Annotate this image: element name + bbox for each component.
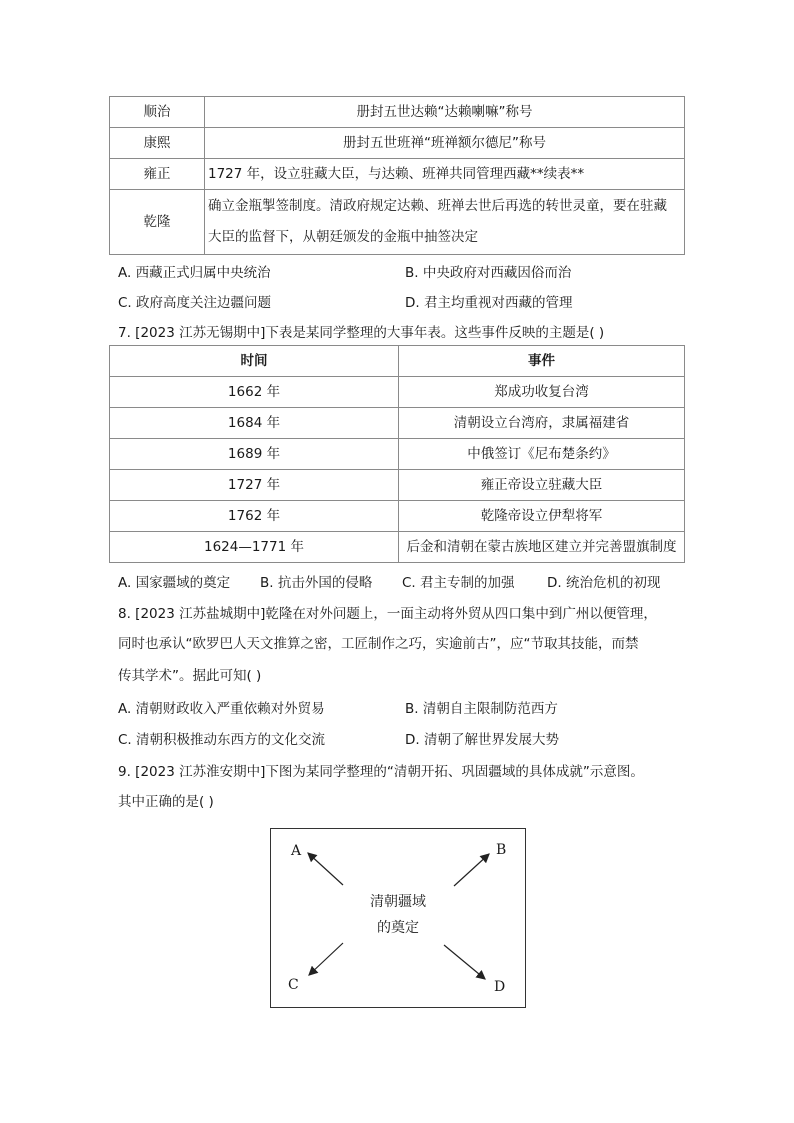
event-cell: 雍正帝设立驻藏大臣 (399, 470, 685, 501)
time-cell: 1684 年 (110, 408, 399, 439)
arrow-to-d (444, 945, 485, 979)
label-a: A (291, 843, 302, 859)
event-cell: 清朝设立台湾府，隶属福建省 (399, 408, 685, 439)
ruler-cell: 康熙 (110, 128, 205, 159)
event-cell: 1727 年，设立驻藏大臣，与达赖、班禅共同管理西藏**续表** (205, 159, 685, 190)
ruler-cell: 顺治 (110, 97, 205, 128)
table-row (110, 128, 685, 159)
table-header-row (110, 346, 685, 377)
q9-stem-line: 9. [2023 江苏淮安期中]下图为某同学整理的“清朝开拓、巩固疆域的具体成就”示意图。 (118, 764, 644, 780)
table-row (110, 377, 685, 408)
q7-option-b[interactable]: B. 抗击外国的侵略 (260, 575, 373, 591)
table-row (110, 408, 685, 439)
column-header-event: 事件 (399, 346, 685, 377)
q7-stem: 7. [2023 江苏无锡期中]下表是某同学整理的大事年表。这些事件反映的主题是( ) (118, 325, 605, 341)
time-cell: 1727 年 (110, 470, 399, 501)
ruler-cell: 乾隆 (110, 190, 205, 255)
diagram-center-line: 的奠定 (377, 920, 419, 936)
arrow-to-c (309, 943, 343, 975)
arrow-to-a (308, 853, 343, 885)
q7-option-a[interactable]: A. 国家疆域的奠定 (118, 575, 231, 591)
q6-option-d[interactable]: D. 君主均重视对西藏的管理 (405, 295, 573, 311)
label-c: C (288, 977, 299, 993)
table-row (110, 439, 685, 470)
chronology-table (109, 345, 685, 563)
ruler-tibet-table (109, 96, 685, 255)
table-row (110, 159, 685, 190)
event-line: 确立金瓶掣签制度。清政府规定达赖、班禅去世后再选的转世灵童，要在驻藏 (208, 198, 667, 214)
q8-option-c[interactable]: C. 清朝积极推动东西方的文化交流 (118, 732, 326, 748)
q8-stem-line: 同时也承认“欧罗巴人天文推算之密，工匠制作之巧，实逾前古”，应“节取其技能，而禁 (118, 636, 639, 652)
event-cell: 中俄签订《尼布楚条约》 (399, 439, 685, 470)
q6-option-a[interactable]: A. 西藏正式归属中央统治 (118, 265, 271, 281)
table-row (110, 532, 685, 563)
event-cell: 后金和清朝在蒙古族地区建立并完善盟旗制度 (399, 532, 685, 563)
q7-option-d[interactable]: D. 统治危机的初现 (547, 575, 661, 591)
arrow-to-b (454, 854, 489, 886)
q8-option-b[interactable]: B. 清朝自主限制防范西方 (405, 701, 558, 717)
event-cell: 册封五世达赖“达赖喇嘛”称号 (205, 97, 685, 128)
time-cell: 1689 年 (110, 439, 399, 470)
table-row (110, 501, 685, 532)
event-cell: 册封五世班禅“班禅额尔德尼”称号 (205, 128, 685, 159)
column-header-time: 时间 (110, 346, 399, 377)
q8-stem-line: 传其学术”。据此可知( ) (118, 668, 262, 684)
table-row (110, 97, 685, 128)
q9-stem-line: 其中正确的是( ) (118, 794, 214, 810)
q6-option-b[interactable]: B. 中央政府对西藏因俗而治 (405, 265, 572, 281)
event-cell: 乾隆帝设立伊犁将军 (399, 501, 685, 532)
q6-option-c[interactable]: C. 政府高度关注边疆问题 (118, 295, 272, 311)
diagram-center-line: 清朝疆域 (370, 894, 426, 910)
label-b: B (496, 842, 507, 858)
time-cell: 1624—1771 年 (110, 532, 399, 563)
q8-option-a[interactable]: A. 清朝财政收入严重依赖对外贸易 (118, 701, 325, 717)
table-row (110, 190, 685, 255)
table-row (110, 470, 685, 501)
q7-option-c[interactable]: C. 君主专制的加强 (402, 575, 515, 591)
event-line: 大臣的监督下，从朝廷颁发的金瓶中抽签决定 (208, 229, 478, 245)
q8-stem-line: 8. [2023 江苏盐城期中]乾隆在对外问题上，一面主动将外贸从四口集中到广州以便管理， (118, 606, 657, 622)
q8-option-d[interactable]: D. 清朝了解世界发展大势 (405, 732, 559, 748)
event-cell: 郑成功收复台湾 (399, 377, 685, 408)
time-cell: 1662 年 (110, 377, 399, 408)
event-cell (205, 190, 685, 255)
territory-diagram (270, 828, 526, 1008)
ruler-cell: 雍正 (110, 159, 205, 190)
label-d: D (494, 979, 506, 995)
time-cell: 1762 年 (110, 501, 399, 532)
